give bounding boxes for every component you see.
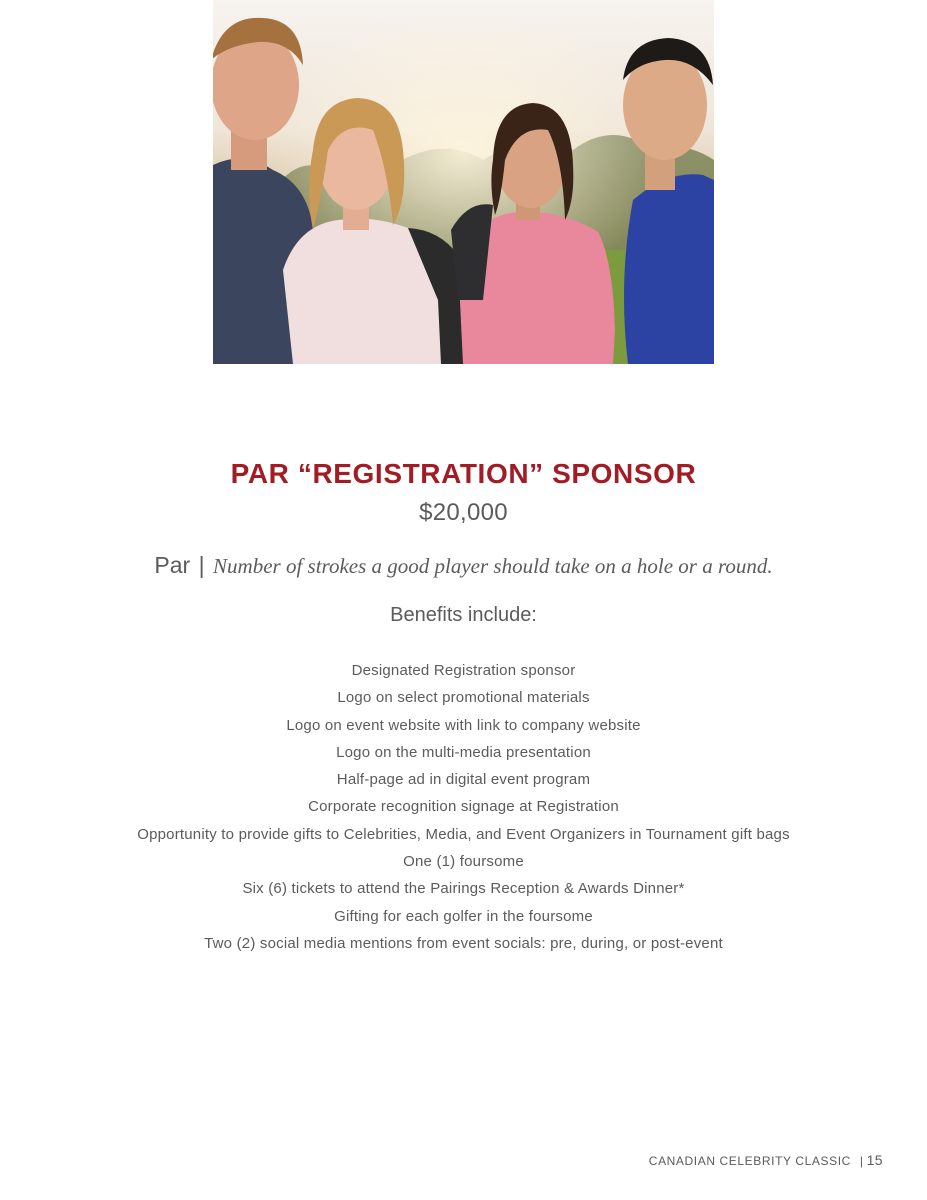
term-definition [0, 552, 927, 579]
page-footer [649, 1152, 883, 1168]
benefits-heading: Benefits include: [390, 604, 537, 626]
benefit-item: One (1) foursome [403, 853, 524, 871]
sponsor-tier-price: $20,000 [419, 499, 508, 526]
golfers-photo [213, 0, 714, 364]
benefit-item: Corporate recognition signage at Registration [308, 798, 619, 816]
footer-event-name: CANADIAN CELEBRITY CLASSIC [648, 1154, 851, 1168]
benefit-item: Logo on the multi-media presentation [336, 743, 591, 761]
footer-separator: | [859, 1154, 864, 1168]
definition-term: Par [154, 552, 191, 578]
benefit-item: Half-page ad in digital event program [336, 771, 591, 789]
benefit-item: Logo on select promotional materials [337, 689, 590, 707]
definition-text: Number of strokes a good player should take on a hole or a round. [213, 554, 773, 578]
definition-separator: | [198, 552, 205, 578]
benefit-item: Designated Registration sponsor [351, 662, 576, 679]
benefit-item: Opportunity to provide gifts to Celebrities, Media, and Event Organizers in Tournament gift bags [137, 825, 790, 843]
benefits-list [0, 657, 927, 957]
benefit-item: Two (2) social media mentions from event socials: pre, during, or post-event [204, 934, 723, 952]
benefit-item: Logo on event website with link to company website [286, 716, 641, 734]
benefit-item: Gifting for each golfer in the foursome [334, 907, 593, 925]
page-number: 15 [866, 1152, 883, 1168]
benefit-item: Six (6) tickets to attend the Pairings Reception & Awards Dinner* [242, 880, 685, 898]
sponsor-tier-title: PAR “REGISTRATION” SPONSOR [230, 458, 697, 489]
